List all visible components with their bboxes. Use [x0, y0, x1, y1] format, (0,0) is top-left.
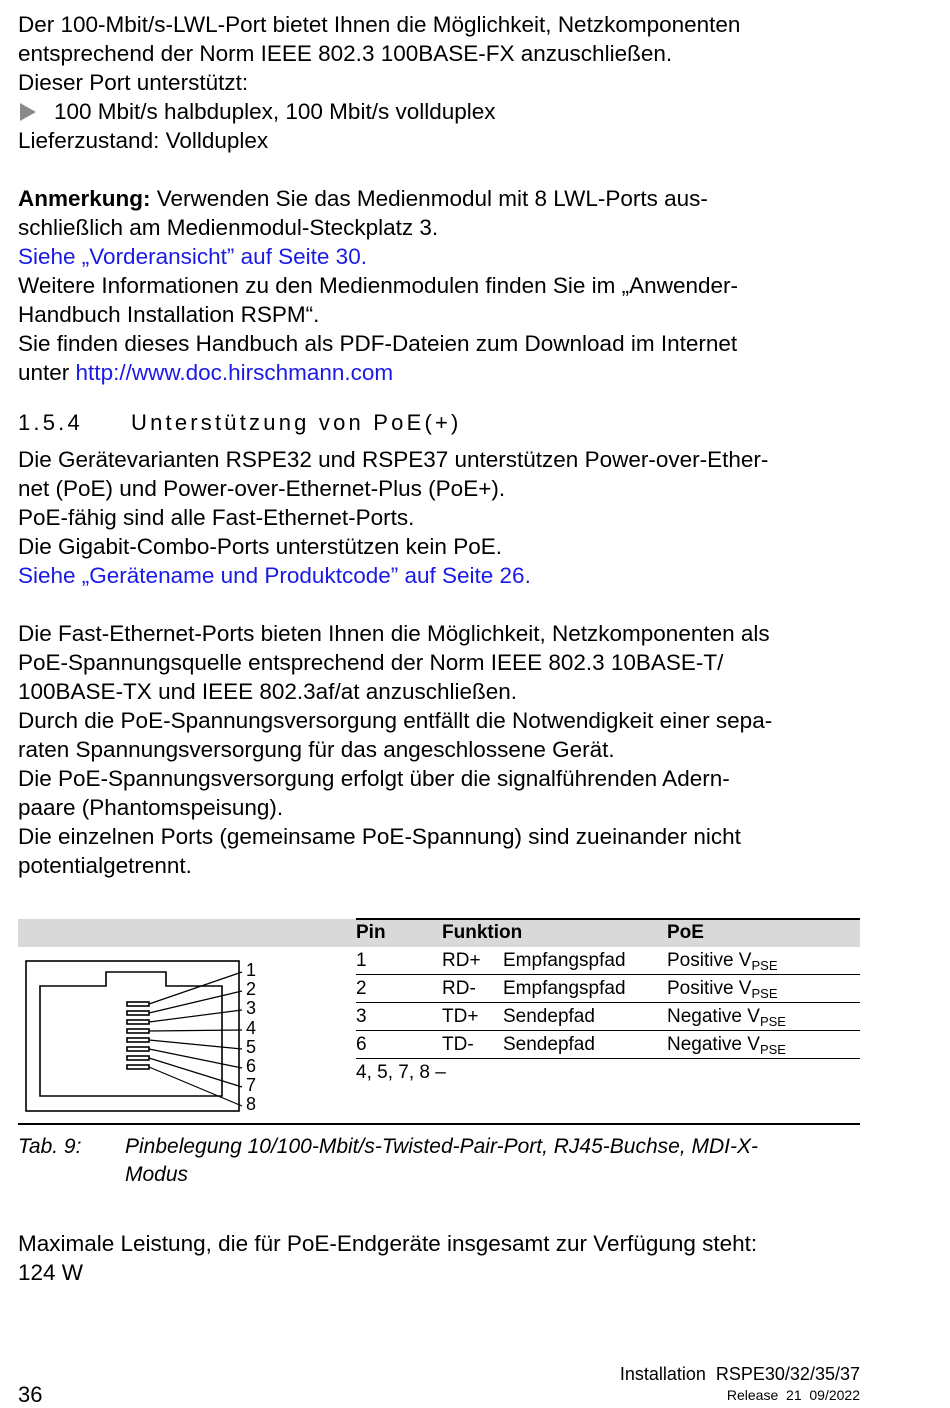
- connector-pin-label: 7: [246, 1075, 257, 1095]
- connector-pin-label: 6: [246, 1056, 257, 1076]
- desc-cell: Sendepfad: [503, 1034, 595, 1055]
- download-prefix: unter: [18, 360, 76, 385]
- connector-pin-label: 5: [246, 1037, 257, 1057]
- header-poe: PoE: [667, 922, 704, 943]
- download-line-2: [18, 358, 863, 387]
- signal-cell: RD-: [442, 978, 476, 999]
- more-info-line-1: Weitere Informationen zu den Medienmodulen finden Sie im „Anwender-: [18, 273, 738, 298]
- section-title: Unterstützung von PoE(+): [131, 410, 462, 435]
- note-text-2: schließlich am Medienmodul-Steckplatz 3.: [18, 215, 439, 240]
- table-row: [356, 1059, 860, 1086]
- signal-cell: TD+: [442, 1006, 479, 1027]
- table-row: [356, 947, 860, 975]
- caption-text: Pinbelegung 10/100-Mbit/s-Twisted-Pair-Port, RJ45-Buchse, MDI-X-Modus: [125, 1135, 758, 1186]
- pin-cell: 3: [356, 1006, 367, 1027]
- poe-cell: Negative $V_{PSE}$: [667, 1034, 786, 1057]
- hirschmann-url-link[interactable]: http://www.doc.hirschmann.com: [75, 360, 394, 385]
- signal-cell: RD+: [442, 950, 481, 971]
- pin-leader-lines: [149, 972, 242, 1106]
- max-power-value: 124 W: [18, 1260, 84, 1285]
- connector-pin-label: 8: [246, 1094, 257, 1114]
- lwl-default: Lieferzustand: Vollduplex: [18, 128, 269, 153]
- table-header-bar: [18, 919, 860, 947]
- unused-pins-cell: 4, 5, 7, 8 –: [356, 1062, 446, 1083]
- note-paragraph: [18, 184, 863, 213]
- poe-p1-line-2: net (PoE) und Power-over-Ethernet-Plus (PoE+).: [18, 476, 506, 501]
- pin-cell: 1: [356, 950, 367, 971]
- poe-p2-line-5: raten Spannungsversorgung für das angeschlossene Gerät.: [18, 737, 615, 762]
- pin-cell: 2: [356, 978, 367, 999]
- connector-pin-label: 4: [246, 1018, 257, 1038]
- connector-pin-label: 3: [246, 998, 257, 1018]
- connector-pin-label: 1: [246, 960, 257, 980]
- section-heading: [18, 408, 863, 437]
- table-row: [356, 975, 860, 1003]
- footer-title: Installation RSPE30/32/35/37: [619, 1364, 860, 1384]
- note-label: Anmerkung:: [18, 186, 151, 211]
- poe-p2-line-6: Die PoE-Spannungsversorgung erfolgt über die signalführenden Adern-: [18, 766, 730, 791]
- lwl-bullet-item: [18, 97, 863, 126]
- geraetename-link[interactable]: Siehe „Gerätename und Produktcode” auf Seite 26.: [18, 563, 531, 588]
- poe-p1-line-3: PoE-fähig sind alle Fast-Ethernet-Ports.: [18, 505, 415, 530]
- connector-pin-label: 2: [246, 979, 257, 999]
- desc-cell: Empfangspfad: [503, 978, 626, 999]
- lwl-intro-line-2: entsprechend der Norm IEEE 802.3 100BASE-FX anzuschließen.: [18, 41, 673, 66]
- pinout-table-figure: [18, 918, 860, 1126]
- page-body: [18, 10, 863, 880]
- vorderansicht-link[interactable]: Siehe „Vorderansicht” auf Seite 30.: [18, 244, 367, 269]
- header-pin: Pin: [356, 922, 386, 943]
- poe-cell: Positive $V_{PSE}$: [667, 978, 778, 1001]
- pin-cell: 6: [356, 1034, 367, 1055]
- more-info-line-2: Handbuch Installation RSPM“.: [18, 302, 320, 327]
- poe-p2-line-9: potentialgetrennt.: [18, 853, 192, 878]
- desc-cell: Sendepfad: [503, 1006, 595, 1027]
- poe-p2-line-8: Die einzelnen Ports (gemeinsame PoE-Spannung) sind zueinander nicht: [18, 824, 741, 849]
- poe-cell: Negative $V_{PSE}$: [667, 1006, 786, 1029]
- rj45-contacts: [127, 1002, 149, 1069]
- poe-cell: Positive $V_{PSE}$: [667, 950, 778, 973]
- poe-p2-line-3: 100BASE-TX und IEEE 802.3af/at anzuschließen.: [18, 679, 518, 704]
- signal-cell: TD-: [442, 1034, 474, 1055]
- desc-cell: Empfangspfad: [503, 950, 626, 971]
- section-number: 1.5.4: [18, 410, 83, 435]
- poe-p1-line-1: Die Gerätevarianten RSPE32 und RSPE37 unterstützen Power-over-Ether-: [18, 447, 769, 472]
- table-row: [356, 1003, 860, 1031]
- poe-p2-line-4: Durch die PoE-Spannungsversorgung entfällt die Notwendigkeit einer sepa-: [18, 708, 773, 733]
- rj45-connector-diagram: [18, 954, 278, 1119]
- lwl-supports: Dieser Port unterstützt:: [18, 70, 249, 95]
- note-text-1: Verwenden Sie das Medienmodul mit 8 LWL-Ports aus-: [150, 186, 708, 211]
- caption-label: Tab. 9:: [18, 1135, 82, 1158]
- page-number: 36: [18, 1382, 43, 1407]
- triangle-bullet-icon: [20, 103, 36, 121]
- poe-p2-line-2: PoE-Spannungsquelle entsprechend der Norm IEEE 802.3 10BASE-T/: [18, 650, 724, 675]
- max-power-paragraph: [18, 1229, 863, 1287]
- footer-release: Release 21 09/2022: [726, 1387, 860, 1403]
- rj45-inner-outline: [40, 972, 222, 1096]
- table-row: [356, 1031, 860, 1059]
- max-power-line-1: Maximale Leistung, die für PoE-Endgeräte insgesamt zur Verfügung steht:: [18, 1231, 758, 1256]
- download-line-1: Sie finden dieses Handbuch als PDF-Dateien zum Download im Internet: [18, 331, 738, 356]
- lwl-intro-line-1: Der 100-Mbit/s-LWL-Port bietet Ihnen die Möglichkeit, Netzkomponenten: [18, 12, 741, 37]
- poe-p2-line-1: Die Fast-Ethernet-Ports bieten Ihnen die Möglichkeit, Netzkomponenten als: [18, 621, 770, 646]
- lwl-bullet-text: 100 Mbit/s halbduplex, 100 Mbit/s vollduplex: [54, 99, 496, 124]
- poe-p2-line-7: paare (Phantomspeisung).: [18, 795, 284, 820]
- poe-p1-line-4: Die Gigabit-Combo-Ports unterstützen kein PoE.: [18, 534, 502, 559]
- header-function: Funktion: [442, 922, 523, 943]
